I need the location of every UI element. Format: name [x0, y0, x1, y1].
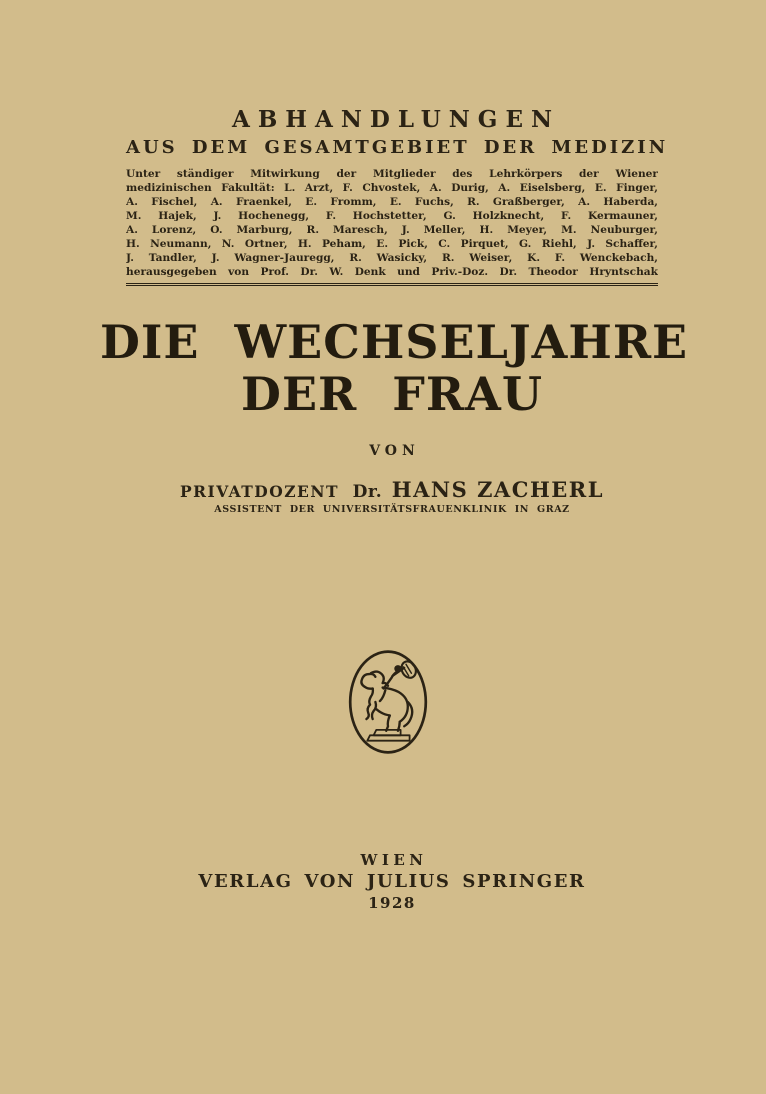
book-title-line-2: DER FRAU — [241, 367, 543, 421]
book-title-line-1: DIE WECHSELJAHRE — [100, 315, 689, 369]
contributor-line: Unter ständiger Mitwirkung der Mitglieder des Lehrkörpers der Wiener — [126, 168, 658, 180]
author-honorific: Dr. — [352, 482, 383, 502]
imprint-publisher: VERLAG VON JULIUS SPRINGER — [198, 871, 586, 892]
contributor-line: J. Tandler, J. Wagner-Jauregg, R. Wasicky, R. Weiser, K. F. Wenckebach, — [126, 252, 658, 264]
book-title — [100, 315, 689, 421]
contributor-line: herausgegeben von Prof. Dr. W. Denk und Priv.-Doz. Dr. Theodor Hryntschak — [126, 266, 658, 278]
von-label: VON — [369, 443, 420, 459]
imprint — [126, 850, 658, 914]
double-rule-divider — [126, 283, 658, 286]
contributor-line: A. Lorenz, O. Marburg, R. Maresch, J. Meller, H. Meyer, M. Neuburger, — [126, 224, 658, 236]
contributor-line: H. Neumann, N. Ortner, H. Peham, E. Pick, C. Pirquet, G. Riehl, J. Schaffer, — [126, 238, 658, 250]
series-subtitle: AUS DEM GESAMTGEBIET DER MEDIZIN — [126, 137, 669, 158]
springer-rider-emblem-icon — [343, 646, 433, 758]
contributor-line: A. Fischel, A. Fraenkel, E. Fromm, E. Fuchs, R. Graßberger, A. Haberda, — [126, 196, 658, 208]
author-prefix: PRIVATDOZENT — [179, 482, 340, 501]
series-title: ABHANDLUNGEN — [231, 106, 561, 133]
masthead — [126, 106, 669, 286]
author-affiliation: ASSISTENT DER UNIVERSITÄTSFRAUENKLINIK IN GRAZ — [214, 504, 570, 515]
author-line — [126, 477, 658, 502]
imprint-year: 1928 — [368, 894, 416, 912]
imprint-city: WIEN — [360, 851, 428, 869]
contributor-line: medizinischen Fakultät: L. Arzt, F. Chvostek, A. Durig, A. Eiselsberg, E. Finger, — [126, 182, 658, 194]
contributor-line: M. Hajek, J. Hochenegg, F. Hochstetter, G. Holzknecht, F. Kermauner, — [126, 210, 658, 222]
contributors-block — [126, 167, 658, 279]
author-name: HANS ZACHERL — [391, 477, 605, 502]
